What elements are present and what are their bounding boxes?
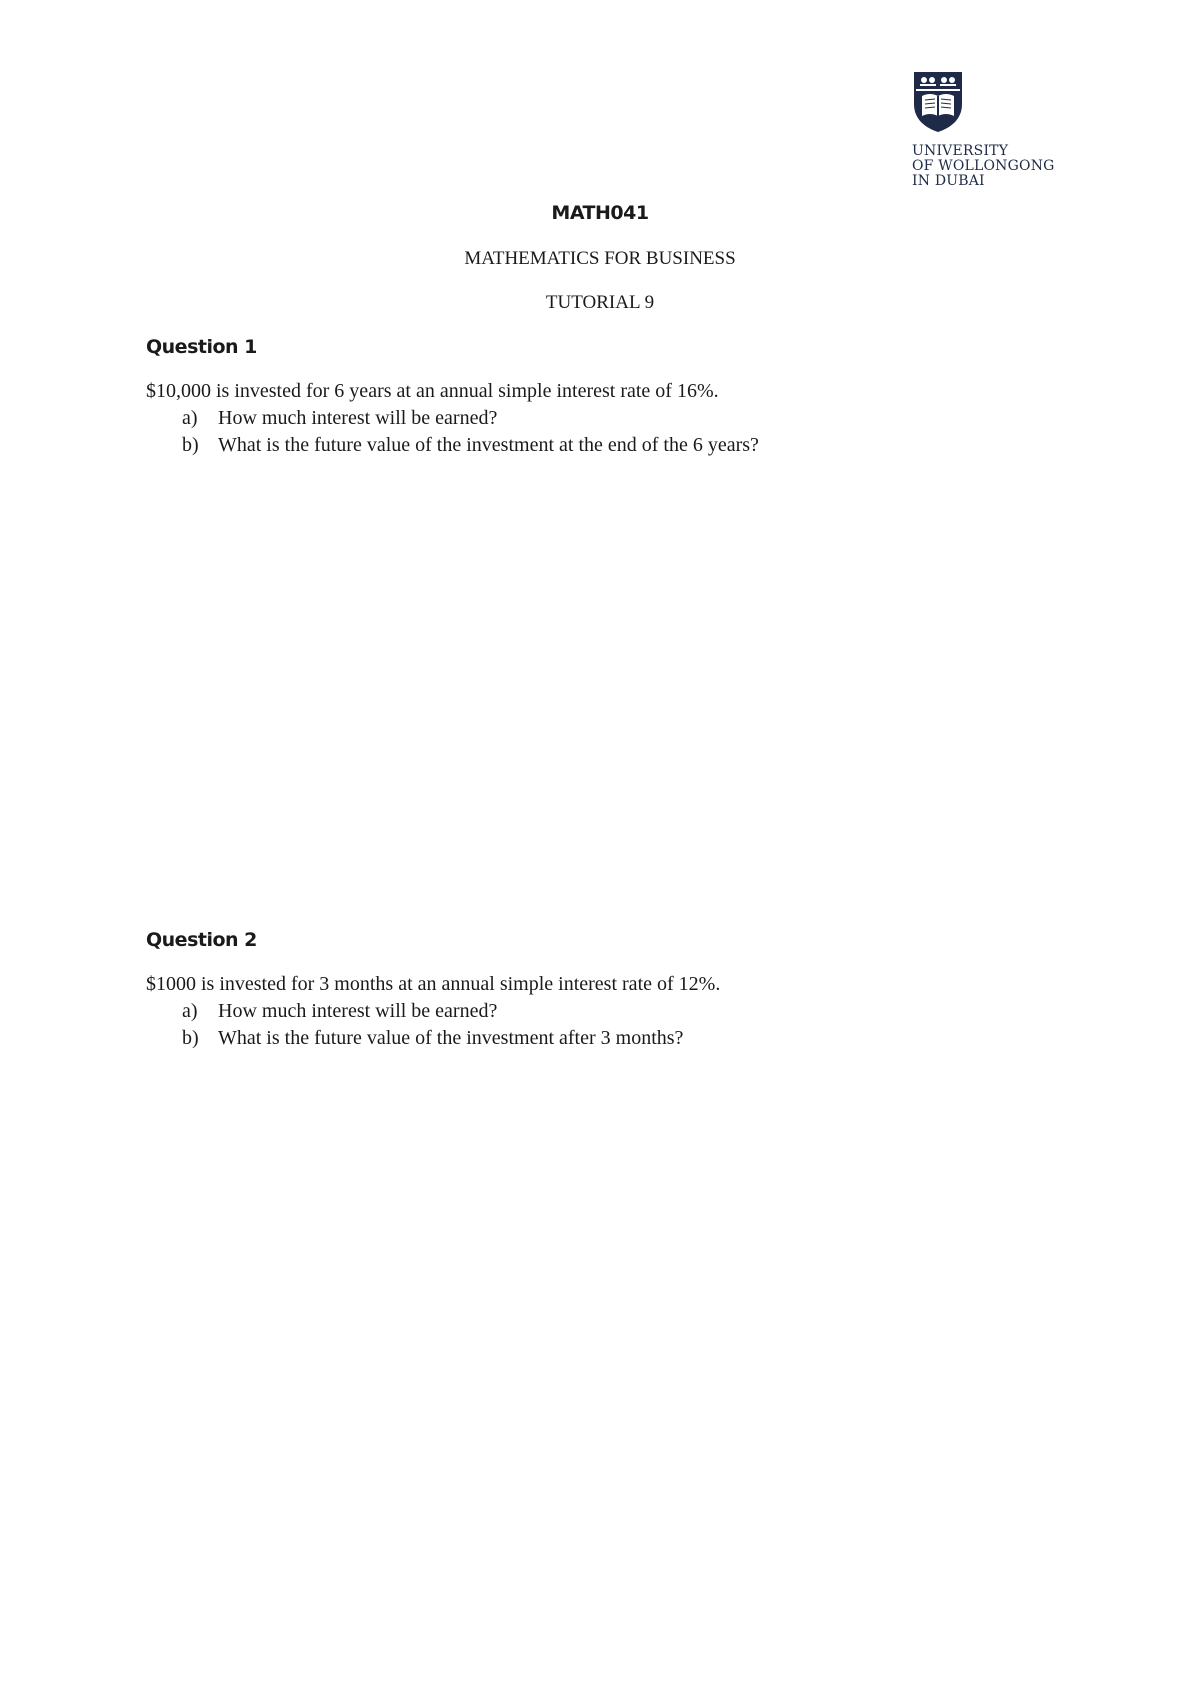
question-2-heading: Question 2 [146,929,257,951]
question-2-item-b [182,1027,683,1050]
university-name-line-1: UNIVERSITY [912,143,1009,159]
university-name-line-2: OF WOLLONGONG [912,158,1055,174]
item-marker: b) [182,1027,199,1049]
item-marker: a) [182,1000,198,1022]
question-1-heading: Question 1 [146,336,257,358]
question-2-item-a [182,1000,497,1023]
university-logo [912,70,1072,190]
item-marker: a) [182,407,198,429]
course-title: MATHEMATICS FOR BUSINESS [464,248,736,269]
item-text: What is the future value of the investment after 3 months? [218,1027,684,1049]
question-1-item-a [182,407,497,430]
question-2-text: $1000 is invested for 3 months at an annual simple interest rate of 12%. [146,973,721,995]
item-text: What is the future value of the investment at the end of the 6 years? [218,434,759,456]
item-marker: b) [182,434,199,456]
course-code: MATH041 [551,202,649,224]
item-text: How much interest will be earned? [218,1000,498,1022]
tutorial-number: TUTORIAL 9 [545,292,655,313]
question-1-text: $10,000 is invested for 6 years at an annual simple interest rate of 16%. [146,380,719,402]
item-text: How much interest will be earned? [218,407,498,429]
university-name-line-3: IN DUBAI [912,173,985,189]
university-name [912,144,1055,189]
question-1-item-b [182,434,759,457]
university-crest-icon [912,70,964,134]
